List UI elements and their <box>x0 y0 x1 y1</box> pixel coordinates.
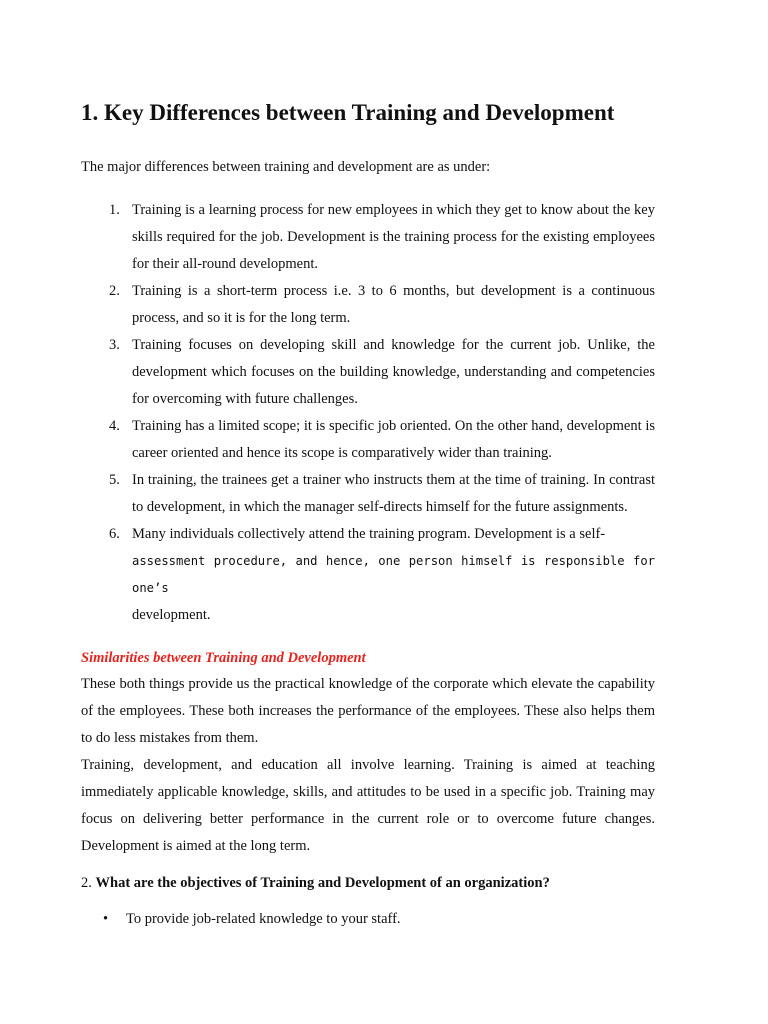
differences-list <box>81 197 655 629</box>
list-item <box>81 197 655 278</box>
similarities-body <box>81 671 655 860</box>
bullet-icon: • <box>103 911 109 927</box>
similarities-heading: Similarities between Training and Development <box>81 650 366 666</box>
section-2-title: What are the objectives of Training and Development of an organization? <box>95 875 550 891</box>
list-number: 6. <box>109 526 120 542</box>
list-item-text: Training has a limited scope; it is specific job oriented. On the other hand, development is career oriented and hence its scope is comparatively wider than training. <box>132 418 655 461</box>
list-item-text: Training is a learning process for new employees in which they get to know about the key skills required for the job. Development is the training process for the existing employees for their all-round development. <box>132 202 655 272</box>
page-title: 1. Key Differences between Training and Development <box>81 100 615 125</box>
objectives-list <box>81 907 655 931</box>
list-item <box>81 467 655 521</box>
section-2-number: 2. <box>81 875 92 891</box>
list-item-text: Training is a short-term process i.e. 3 to 6 months, but development is a continuous process, and so it is for the long term. <box>132 283 655 326</box>
list-item <box>81 521 655 629</box>
intro-paragraph: The major differences between training and development are as under: <box>81 159 491 175</box>
list-item <box>81 332 655 413</box>
list-item <box>81 278 655 332</box>
list-item-text: To provide job-related knowledge to your staff. <box>126 911 401 927</box>
list-item-text: In training, the trainees get a trainer who instructs them at the time of training. In contrast to development, in which the manager self-directs himself for the future assignments. <box>132 472 655 515</box>
list-number: 3. <box>109 337 120 353</box>
similarities-paragraph: Training, development, and education all involve learning. Training is aimed at teaching immediately applicable knowledge, skills, and attitudes to be used in a specific job. Training may focus on delivering better performance in the current role or to overcome future changes. Development is aimed at the long term. <box>81 757 655 854</box>
list-item-text-mono: assessment procedure, and hence, one person himself is responsible for one’s <box>132 554 655 595</box>
list-number: 2. <box>109 283 120 299</box>
list-item <box>81 907 655 931</box>
similarities-paragraph: These both things provide us the practical knowledge of the corporate which elevate the capability of the employees. These both increases the performance of the employees. These also helps them to do less mistakes from them. <box>81 676 655 746</box>
list-item-text: development. <box>132 607 211 623</box>
section-2-heading <box>81 872 550 894</box>
list-number: 5. <box>109 472 120 488</box>
list-item-text: Training focuses on developing skill and knowledge for the current job. Unlike, the development which focuses on the building knowledge, understanding and competencies for overcoming with future challenges. <box>132 337 655 407</box>
list-item <box>81 413 655 467</box>
list-item-text: Many individuals collectively attend the training program. Development is a self- <box>132 526 606 542</box>
list-number: 4. <box>109 418 120 434</box>
list-number: 1. <box>109 202 120 218</box>
